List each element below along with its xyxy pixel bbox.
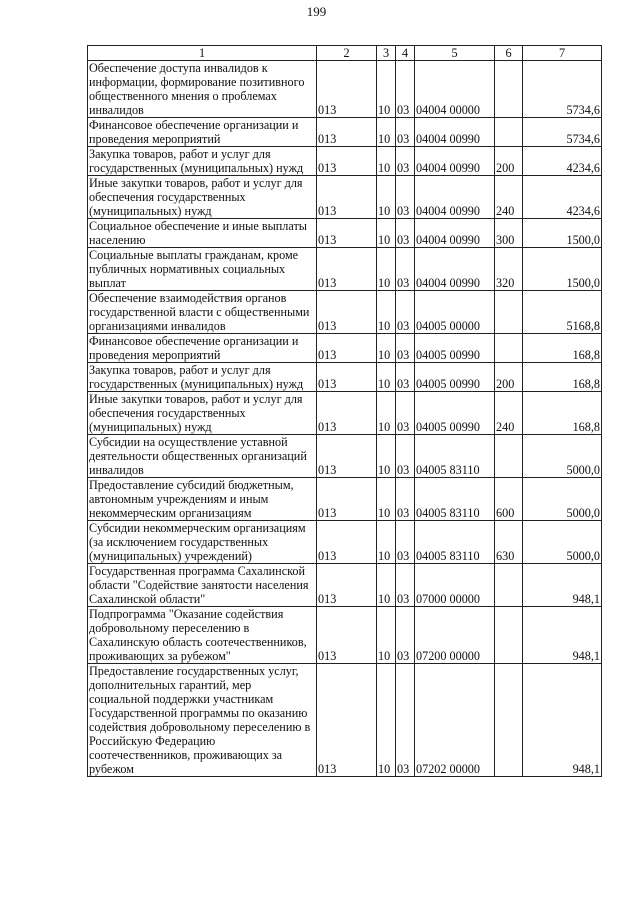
amount: 4234,6: [523, 147, 602, 176]
section-code: 10: [377, 176, 396, 219]
row-name: Подпрограмма "Оказание содействия добровольному переселению в Сахалинскую область соотечественников, проживающих за рубежом": [88, 607, 317, 664]
row-name: Субсидии некоммерческим организациям (за исключением государственных (муниципальных) учреждений): [88, 521, 317, 564]
target-code: 04005 00990: [415, 334, 495, 363]
ministry-code: 013: [317, 607, 377, 664]
target-code: 04005 00990: [415, 392, 495, 435]
section-code: 10: [377, 392, 396, 435]
header-row: [88, 46, 602, 61]
expense-type-code: [495, 291, 523, 334]
target-code: 07202 00000: [415, 664, 495, 777]
target-code: 04005 00000: [415, 291, 495, 334]
target-code: 04004 00000: [415, 61, 495, 118]
subsection-code: 03: [396, 664, 415, 777]
subsection-code: 03: [396, 248, 415, 291]
table-row: [88, 521, 602, 564]
subsection-code: 03: [396, 363, 415, 392]
expense-type-code: [495, 564, 523, 607]
amount: 5734,6: [523, 61, 602, 118]
row-name: Обеспечение доступа инвалидов к информации, формирование позитивного общественного мнения о проблемах инвалидов: [88, 61, 317, 118]
table-row: [88, 118, 602, 147]
amount: 948,1: [523, 664, 602, 777]
section-code: 10: [377, 664, 396, 777]
ministry-code: 013: [317, 564, 377, 607]
amount: 5168,8: [523, 291, 602, 334]
table-row: [88, 61, 602, 118]
target-code: 04005 83110: [415, 521, 495, 564]
table-row: [88, 291, 602, 334]
column-header: 3: [377, 46, 396, 61]
amount: 948,1: [523, 564, 602, 607]
table-row: [88, 176, 602, 219]
ministry-code: 013: [317, 118, 377, 147]
ministry-code: 013: [317, 219, 377, 248]
ministry-code: 013: [317, 291, 377, 334]
subsection-code: 03: [396, 176, 415, 219]
amount: 5000,0: [523, 521, 602, 564]
section-code: 10: [377, 147, 396, 176]
target-code: 04005 00990: [415, 363, 495, 392]
table-row: [88, 363, 602, 392]
target-code: 07200 00000: [415, 607, 495, 664]
amount: 168,8: [523, 334, 602, 363]
subsection-code: 03: [396, 607, 415, 664]
ministry-code: 013: [317, 61, 377, 118]
expense-type-code: 320: [495, 248, 523, 291]
row-name: Социальные выплаты гражданам, кроме публичных нормативных социальных выплат: [88, 248, 317, 291]
target-code: 04004 00990: [415, 118, 495, 147]
section-code: 10: [377, 521, 396, 564]
section-code: 10: [377, 435, 396, 478]
expense-type-code: 630: [495, 521, 523, 564]
ministry-code: 013: [317, 664, 377, 777]
section-code: 10: [377, 248, 396, 291]
row-name: Иные закупки товаров, работ и услуг для обеспечения государственных (муниципальных) нужд: [88, 392, 317, 435]
table-row: [88, 564, 602, 607]
subsection-code: 03: [396, 61, 415, 118]
row-name: Закупка товаров, работ и услуг для государственных (муниципальных) нужд: [88, 147, 317, 176]
table-row: [88, 607, 602, 664]
section-code: 10: [377, 607, 396, 664]
expense-type-code: 200: [495, 363, 523, 392]
ministry-code: 013: [317, 248, 377, 291]
table-row: [88, 248, 602, 291]
subsection-code: 03: [396, 521, 415, 564]
target-code: 04004 00990: [415, 219, 495, 248]
table-row: [88, 664, 602, 777]
target-code: 04004 00990: [415, 248, 495, 291]
expense-type-code: 240: [495, 392, 523, 435]
section-code: 10: [377, 363, 396, 392]
amount: 948,1: [523, 607, 602, 664]
table-row: [88, 435, 602, 478]
amount: 4234,6: [523, 176, 602, 219]
amount: 5734,6: [523, 118, 602, 147]
section-code: 10: [377, 334, 396, 363]
target-code: 07000 00000: [415, 564, 495, 607]
table-row: [88, 147, 602, 176]
ministry-code: 013: [317, 147, 377, 176]
expense-type-code: 300: [495, 219, 523, 248]
row-name: Закупка товаров, работ и услуг для государственных (муниципальных) нужд: [88, 363, 317, 392]
table-row: [88, 219, 602, 248]
row-name: Финансовое обеспечение организации и проведения мероприятий: [88, 334, 317, 363]
row-name: Иные закупки товаров, работ и услуг для обеспечения государственных (муниципальных) нужд: [88, 176, 317, 219]
row-name: Предоставление государственных услуг, дополнительных гарантий, мер социальной поддержки участникам Государственной программы по оказанию содействия добровольному переселению в Российскую Федерацию соотечественников, проживающих за рубежом: [88, 664, 317, 777]
column-header: 7: [523, 46, 602, 61]
expense-type-code: [495, 664, 523, 777]
section-code: 10: [377, 478, 396, 521]
amount: 5000,0: [523, 478, 602, 521]
expense-type-code: [495, 118, 523, 147]
row-name: Финансовое обеспечение организации и проведения мероприятий: [88, 118, 317, 147]
amount: 1500,0: [523, 248, 602, 291]
expense-type-code: 600: [495, 478, 523, 521]
subsection-code: 03: [396, 564, 415, 607]
section-code: 10: [377, 219, 396, 248]
subsection-code: 03: [396, 291, 415, 334]
ministry-code: 013: [317, 521, 377, 564]
ministry-code: 013: [317, 478, 377, 521]
expense-type-code: [495, 334, 523, 363]
expense-type-code: [495, 61, 523, 118]
row-name: Социальное обеспечение и иные выплаты населению: [88, 219, 317, 248]
subsection-code: 03: [396, 392, 415, 435]
section-code: 10: [377, 118, 396, 147]
column-header: 4: [396, 46, 415, 61]
expense-type-code: [495, 607, 523, 664]
subsection-code: 03: [396, 147, 415, 176]
subsection-code: 03: [396, 334, 415, 363]
table-row: [88, 392, 602, 435]
subsection-code: 03: [396, 219, 415, 248]
ministry-code: 013: [317, 334, 377, 363]
amount: 168,8: [523, 392, 602, 435]
column-header: 6: [495, 46, 523, 61]
ministry-code: 013: [317, 363, 377, 392]
ministry-code: 013: [317, 176, 377, 219]
amount: 5000,0: [523, 435, 602, 478]
target-code: 04004 00990: [415, 176, 495, 219]
column-header: 5: [415, 46, 495, 61]
expense-type-code: [495, 435, 523, 478]
ministry-code: 013: [317, 392, 377, 435]
page-number: 199: [306, 4, 327, 19]
target-code: 04005 83110: [415, 435, 495, 478]
subsection-code: 03: [396, 118, 415, 147]
row-name: Обеспечение взаимодействия органов государственной власти с общественными организациями инвалидов: [88, 291, 317, 334]
amount: 1500,0: [523, 219, 602, 248]
row-name: Предоставление субсидий бюджетным, автономным учреждениям и иным некоммерческим организациям: [88, 478, 317, 521]
target-code: 04004 00990: [415, 147, 495, 176]
section-code: 10: [377, 564, 396, 607]
ministry-code: 013: [317, 435, 377, 478]
column-header: 1: [88, 46, 317, 61]
expense-type-code: 200: [495, 147, 523, 176]
column-header: 2: [317, 46, 377, 61]
table-row: [88, 334, 602, 363]
amount: 168,8: [523, 363, 602, 392]
table-row: [88, 478, 602, 521]
section-code: 10: [377, 291, 396, 334]
subsection-code: 03: [396, 435, 415, 478]
expense-type-code: 240: [495, 176, 523, 219]
row-name: Субсидии на осуществление уставной деятельности общественных организаций инвалидов: [88, 435, 317, 478]
row-name: Государственная программа Сахалинской области "Содействие занятости населения Сахалинской области": [88, 564, 317, 607]
subsection-code: 03: [396, 478, 415, 521]
budget-table: [87, 45, 602, 777]
section-code: 10: [377, 61, 396, 118]
target-code: 04005 83110: [415, 478, 495, 521]
